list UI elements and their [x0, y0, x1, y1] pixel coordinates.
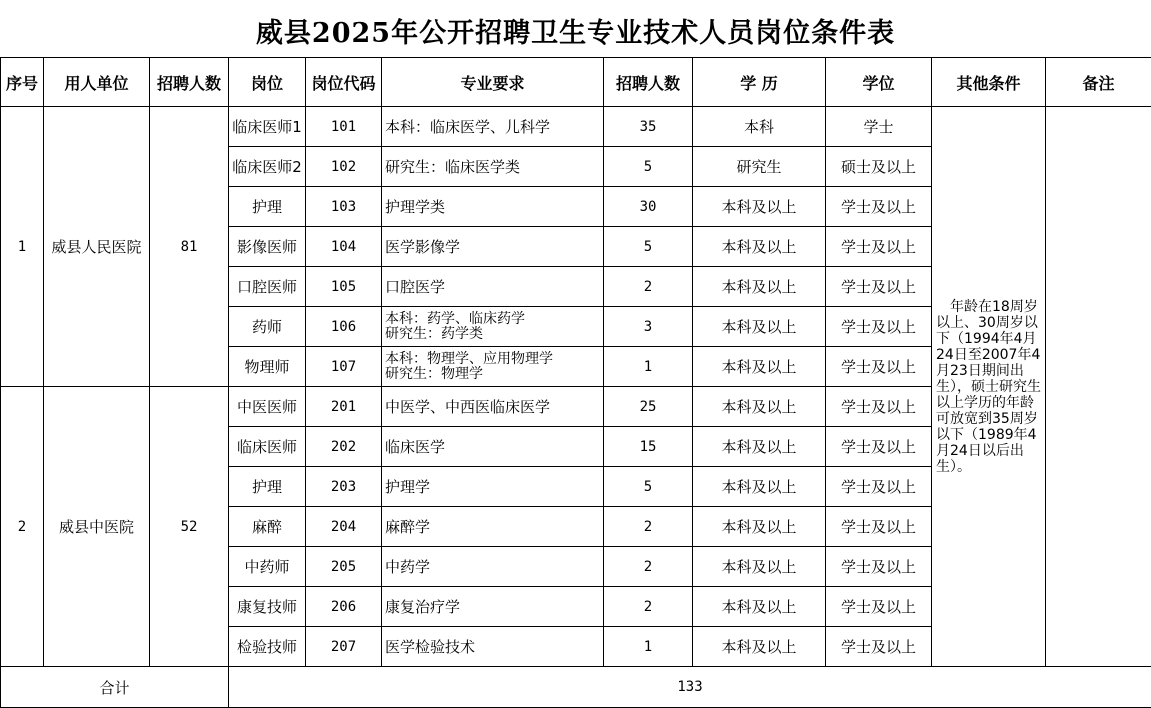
post-cell: 康复技师: [229, 587, 306, 627]
count-cell: 25: [604, 387, 693, 427]
degree-cell: 学士及以上: [826, 347, 932, 387]
code-cell: 203: [306, 467, 382, 507]
count-cell: 1: [604, 347, 693, 387]
post-cell: 临床医师: [229, 427, 306, 467]
major-cell: 临床医学: [382, 427, 604, 467]
count-cell: 5: [604, 147, 693, 187]
count-cell: 2: [604, 547, 693, 587]
unit-index: 2: [1, 387, 44, 667]
major-line: 研究生：药学类: [385, 327, 603, 342]
major-cell: 研究生：临床医学类: [382, 147, 604, 187]
major-line: 本科：药学、临床药学: [385, 312, 603, 327]
post-cell: 中医医师: [229, 387, 306, 427]
degree-cell: 学士及以上: [826, 387, 932, 427]
edu-cell: 本科及以上: [693, 467, 826, 507]
major-cell: 护理学: [382, 467, 604, 507]
major-cell: 麻醉学: [382, 507, 604, 547]
count-cell: 5: [604, 467, 693, 507]
major-cell: 中医学、中西医临床医学: [382, 387, 604, 427]
total-value: 133: [229, 667, 1151, 708]
major-cell: 医学检验技术: [382, 627, 604, 667]
major-cell: [382, 347, 604, 387]
header-cell: 岗位代码: [306, 58, 382, 107]
major-cell: 护理学类: [382, 187, 604, 227]
table-row: [1, 107, 1151, 147]
code-cell: 207: [306, 627, 382, 667]
header-cell: 序号: [1, 58, 44, 107]
header-cell: 岗位: [229, 58, 306, 107]
degree-cell: 学士及以上: [826, 507, 932, 547]
edu-cell: 本科及以上: [693, 587, 826, 627]
count-cell: 1: [604, 627, 693, 667]
unit-name: 威县中医院: [44, 387, 150, 667]
major-cell: 中药学: [382, 547, 604, 587]
page-title: 威县2025年公开招聘卫生专业技术人员岗位条件表: [0, 0, 1151, 60]
degree-cell: 学士及以上: [826, 267, 932, 307]
post-cell: 物理师: [229, 347, 306, 387]
edu-cell: 本科及以上: [693, 267, 826, 307]
degree-cell: 学士及以上: [826, 307, 932, 347]
total-row: [1, 667, 1151, 708]
code-cell: 204: [306, 507, 382, 547]
major-cell: 康复治疗学: [382, 587, 604, 627]
degree-cell: 学士及以上: [826, 547, 932, 587]
major-cell: 本科：临床医学、儿科学: [382, 107, 604, 147]
count-cell: 30: [604, 187, 693, 227]
remarks-cell: [1046, 107, 1151, 667]
major-cell: 医学影像学: [382, 227, 604, 267]
edu-cell: 本科及以上: [693, 227, 826, 267]
code-cell: 106: [306, 307, 382, 347]
total-label: 合计: [1, 667, 229, 708]
post-cell: 药师: [229, 307, 306, 347]
count-cell: 2: [604, 267, 693, 307]
edu-cell: 本科及以上: [693, 187, 826, 227]
edu-cell: 本科及以上: [693, 347, 826, 387]
header-cell: 用人单位: [44, 58, 150, 107]
post-cell: 中药师: [229, 547, 306, 587]
code-cell: 202: [306, 427, 382, 467]
degree-cell: 学士及以上: [826, 467, 932, 507]
edu-cell: 研究生: [693, 147, 826, 187]
code-cell: 104: [306, 227, 382, 267]
code-cell: 105: [306, 267, 382, 307]
major-cell: [382, 307, 604, 347]
edu-cell: 本科及以上: [693, 507, 826, 547]
post-cell: 护理: [229, 467, 306, 507]
recruitment-table: [0, 57, 1151, 708]
unit-name: 威县人民医院: [44, 107, 150, 387]
count-cell: 2: [604, 587, 693, 627]
header-cell: 招聘人数: [150, 58, 229, 107]
edu-cell: 本科及以上: [693, 547, 826, 587]
post-cell: 口腔医师: [229, 267, 306, 307]
degree-cell: 学士及以上: [826, 627, 932, 667]
major-cell: 口腔医学: [382, 267, 604, 307]
post-cell: 麻醉: [229, 507, 306, 547]
header-cell: 学 历: [693, 58, 826, 107]
count-cell: 35: [604, 107, 693, 147]
other-conditions-cell: 年龄在18周岁以上、30周岁以下（1994年4月24日至2007年4月23日期间出生），硕士研究生以上学历的年龄可放宽到35周岁以下（1989年4月24日以后出生）。: [932, 107, 1046, 667]
header-cell: 专业要求: [382, 58, 604, 107]
code-cell: 101: [306, 107, 382, 147]
post-cell: 检验技师: [229, 627, 306, 667]
edu-cell: 本科及以上: [693, 307, 826, 347]
header-cell: 学位: [826, 58, 932, 107]
edu-cell: 本科及以上: [693, 427, 826, 467]
code-cell: 206: [306, 587, 382, 627]
count-cell: 3: [604, 307, 693, 347]
count-cell: 15: [604, 427, 693, 467]
count-cell: 5: [604, 227, 693, 267]
unit-count: 81: [150, 107, 229, 387]
header-cell: 其他条件: [932, 58, 1046, 107]
post-cell: 临床医师1: [229, 107, 306, 147]
unit-index: 1: [1, 107, 44, 387]
code-cell: 205: [306, 547, 382, 587]
post-cell: 护理: [229, 187, 306, 227]
degree-cell: 硕士及以上: [826, 147, 932, 187]
major-line: 研究生：物理学: [385, 367, 603, 382]
major-line: 本科：物理学、应用物理学: [385, 352, 603, 367]
edu-cell: 本科及以上: [693, 627, 826, 667]
degree-cell: 学士及以上: [826, 187, 932, 227]
degree-cell: 学士及以上: [826, 227, 932, 267]
unit-count: 52: [150, 387, 229, 667]
header-cell: 招聘人数: [604, 58, 693, 107]
post-cell: 临床医师2: [229, 147, 306, 187]
degree-cell: 学士: [826, 107, 932, 147]
header-row: [1, 58, 1151, 107]
code-cell: 201: [306, 387, 382, 427]
header-cell: 备注: [1046, 58, 1151, 107]
code-cell: 107: [306, 347, 382, 387]
count-cell: 2: [604, 507, 693, 547]
code-cell: 102: [306, 147, 382, 187]
edu-cell: 本科: [693, 107, 826, 147]
edu-cell: 本科及以上: [693, 387, 826, 427]
post-cell: 影像医师: [229, 227, 306, 267]
degree-cell: 学士及以上: [826, 587, 932, 627]
code-cell: 103: [306, 187, 382, 227]
degree-cell: 学士及以上: [826, 427, 932, 467]
